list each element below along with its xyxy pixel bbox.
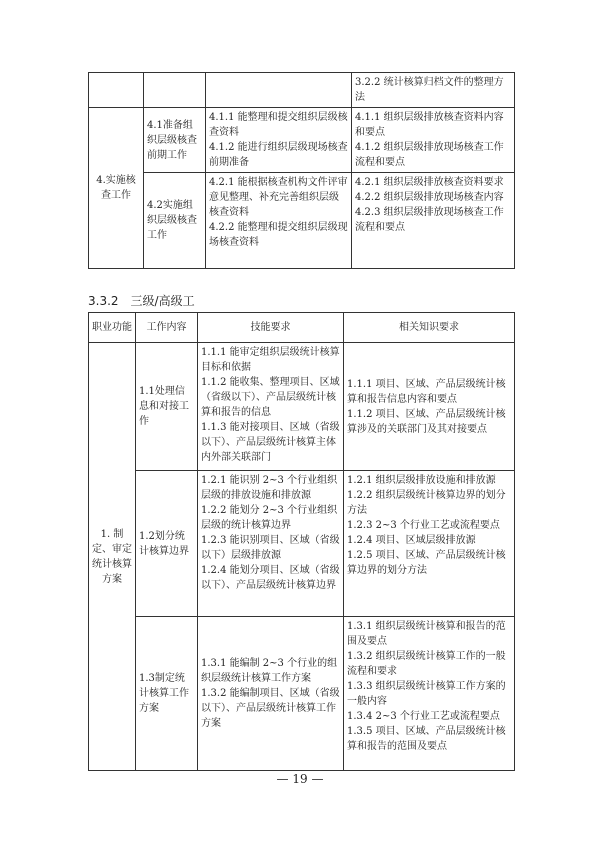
- skill-item: 1.2.3 能识别项目、区域（省级以下）层级排放源: [201, 535, 340, 561]
- knowledge-item: 1.3.1 组织层级统计核算和报告的范围及要点: [347, 621, 506, 647]
- knowledge-cell: [344, 471, 515, 617]
- header-skills: 技能要求: [198, 313, 344, 343]
- skill-item: 1.2.1 能识别 2~3 个行业组织层级的排放设施和排放源: [201, 475, 338, 501]
- knowledge-item: 3.2.2 统计核算归档文件的整理方法: [355, 77, 504, 103]
- skills-cell: [198, 471, 344, 617]
- knowledge-item: 1.2.3 2~3 个行业工艺或流程要点: [347, 520, 500, 531]
- knowledge-cell: [352, 108, 515, 173]
- knowledge-item: 4.1.2 组织层级排放现场核查工作流程和要点: [355, 142, 504, 168]
- skill-item: 1.3.1 能编制 2~3 个行业的组织层级统计核算工作方案: [201, 658, 338, 684]
- knowledge-cell: [352, 173, 515, 269]
- knowledge-item: 1.3.3 组织层级统计核算工作方案的一般内容: [347, 681, 506, 707]
- knowledge-item: 1.2.1 组织层级排放设施和排放源: [347, 475, 496, 486]
- skills-cell: [206, 108, 352, 173]
- skill-item: 4.1.1 能整理和提交组织层级核查资料: [209, 112, 348, 138]
- knowledge-item: 1.2.4 项目、区域层级排放源: [347, 535, 476, 546]
- knowledge-item: 4.2.3 组织层级排放现场核查工作流程和要点: [355, 207, 504, 233]
- skills-cell: [198, 343, 344, 471]
- knowledge-item: 1.2.5 项目、区域、产品层级统计核算边界的划分方法: [347, 550, 506, 576]
- table-senior-skills: [88, 312, 515, 771]
- knowledge-item: 4.2.2 组织层级排放现场核查内容: [355, 192, 504, 203]
- skills-cell: [198, 617, 344, 771]
- header-knowledge: 相关知识要求: [344, 313, 515, 343]
- function-cell: 4.实施核查工作: [89, 108, 144, 269]
- section-heading: 3.3.2 三级/高级工: [88, 294, 195, 308]
- knowledge-item: 1.3.5 项目、区域、产品层级统计核算和报告的范围及要点: [347, 726, 506, 752]
- table-header-row: [89, 313, 515, 343]
- knowledge-item: 1.3.4 2~3 个行业工艺或流程要点: [347, 711, 500, 722]
- header-content: 工作内容: [136, 313, 198, 343]
- table-row: [89, 617, 515, 771]
- skill-item: 1.2.4 能划分项目、区域（省级以下）、产品层级统计核算边界: [201, 565, 340, 591]
- table-row: [89, 343, 515, 471]
- content-cell: 4.2实施组织层级核查工作: [144, 173, 206, 269]
- skill-item: 1.3.2 能编制项目、区域（省级以下）、产品层级统计核算工作方案: [201, 688, 340, 729]
- skill-item: 4.1.2 能进行组织层级现场核查前期准备: [209, 142, 348, 168]
- knowledge-item: 1.3.2 组织层级统计核算工作的一般流程和要求: [347, 651, 506, 677]
- knowledge-cell: [344, 343, 515, 471]
- page-number: — 19 —: [276, 772, 324, 786]
- skill-item: 1.2.2 能划分 2~3 个行业组织层级的统计核算边界: [201, 505, 338, 531]
- skill-item: 4.2.1 能根据核查机构文件评审意见整理、补充完善组织层级核查资料: [209, 177, 348, 218]
- skill-item: 4.2.2 能整理和提交组织层级现场核查资料: [209, 222, 348, 248]
- knowledge-item: 1.2.2 组织层级统计核算边界的划分方法: [347, 490, 506, 516]
- table-row: [89, 108, 515, 173]
- knowledge-item: 4.1.1 组织层级排放核查资料内容和要点: [355, 112, 504, 138]
- knowledge-item: 4.2.1 组织层级排放核查资料要求: [355, 177, 504, 188]
- skill-item: 1.1.2 能收集、整理项目、区域（省级以下）、产品层级统计核算和报告的信息: [201, 377, 340, 418]
- knowledge-item: 1.1.1 项目、区域、产品层级统计核算和报告信息内容和要点: [347, 378, 506, 405]
- table-implement-verification: [88, 72, 515, 269]
- content-cell: 1.1处理信息和对接工作: [136, 343, 198, 471]
- knowledge-cell: [344, 617, 515, 771]
- content-cell: 4.1准备组织层级核查前期工作: [144, 108, 206, 173]
- content-cell: 1.3制定统计核算工作方案: [136, 617, 198, 771]
- table-row: [89, 471, 515, 617]
- skills-cell: [206, 173, 352, 269]
- table-row: [89, 173, 515, 269]
- header-function: 职业功能: [89, 313, 136, 343]
- function-cell: 1. 制定、审定统计核算方案: [89, 343, 136, 771]
- knowledge-item: 1.1.2 项目、区域、产品层级统计核算涉及的关联部门及其对接要点: [347, 408, 506, 435]
- content-cell: 1.2划分统计核算边界: [136, 471, 198, 617]
- knowledge-cell: [352, 73, 515, 108]
- skill-item: 1.1.3 能对接项目、区域（省级以下）、产品层级统计核算主体内外部关联部门: [201, 422, 340, 463]
- skill-item: 1.1.1 能审定组织层级统计核算目标和依据: [201, 347, 340, 373]
- table-row: [89, 73, 515, 108]
